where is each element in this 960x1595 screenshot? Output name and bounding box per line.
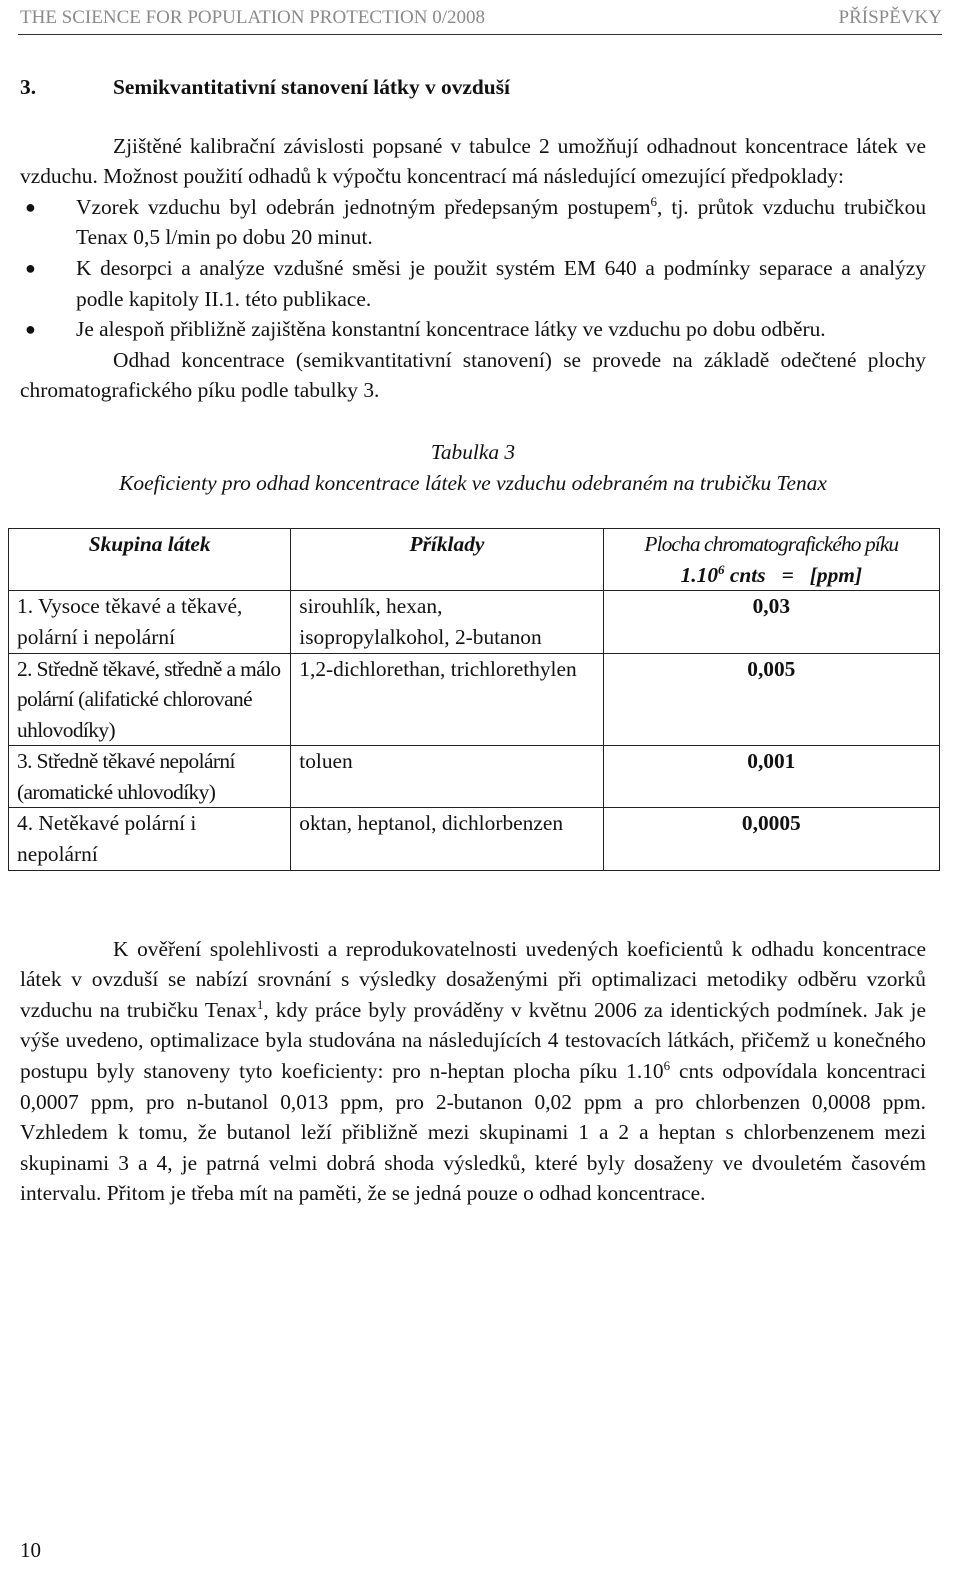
list-item-text: , tj. průtok vzduchu trubičkou Tenax 0,5 l/min po dobu 20 minut.	[76, 194, 927, 250]
cell-group: 1. Vysoce těkavé a těkavé, polární i nepolární	[9, 591, 291, 653]
bullet-icon: ●	[25, 257, 36, 278]
table-label: Tabulka 3	[430, 439, 516, 464]
header-area-unit: 1.10	[680, 562, 719, 587]
cell-group: 2. Středně těkavé, středně a málo polární (alifatické chlorované uhlovodíky)	[9, 653, 291, 746]
cell-value: 0,001	[603, 746, 939, 808]
section-label: PŘÍSPĚVKY	[838, 7, 942, 28]
paragraph-text: K ověření spolehlivosti a reprodukovatelnosti uvedených koeficientů k odhadu koncentrace látek v ovzduší se nabízí srovnání s výsledky dosaženými při optimalizaci metodiky odběru vzorků vzduchu na trubičku Tenax	[20, 936, 926, 1022]
journal-title: THE SCIENCE FOR POPULATION PROTECTION 0/2008	[20, 7, 485, 28]
header-group: Skupina látek	[9, 529, 291, 591]
cell-examples: toluen	[291, 746, 603, 808]
cell-value: 0,03	[603, 591, 939, 653]
list-item-text: Vzorek vzduchu byl odebrán jednotným předepsaným postupem	[76, 194, 651, 219]
validation-paragraph	[20, 934, 926, 1209]
header-area-line1: Plocha chromatografického píku	[644, 532, 899, 557]
list-item	[20, 253, 926, 314]
header-area-equals: cnts = [ppm]	[724, 562, 863, 587]
running-header	[18, 4, 942, 35]
table-row	[9, 591, 940, 653]
list-item	[20, 192, 926, 253]
paragraph-text: , kdy práce byly prováděny v květnu 2006 za identických podmínek. Jak je výše uvedeno, optimalizace byla studována na následujících 4 testovacích látkách, přičemž u konečného postupu byly stanoveny tyto koeficienty: pro n-heptan plocha píku 1.10	[20, 997, 926, 1084]
section-number: 3.	[20, 75, 37, 99]
table-row	[9, 808, 940, 870]
cell-examples: oktan, heptanol, dichlorbenzen	[291, 808, 603, 870]
table-title: Koeficienty pro odhad koncentrace látek ve vzduchu odebraném na trubičku Tenax	[119, 470, 827, 495]
cell-value: 0,005	[603, 653, 939, 746]
table-row	[9, 653, 940, 746]
page-number: 10	[20, 1538, 41, 1562]
header-examples: Příklady	[291, 529, 603, 591]
list-item-text: K desorpci a analýze vzdušné směsi je použit systém EM 640 a podmínky separace a analýzy podle kapitoly II.1. této publikace.	[76, 255, 926, 311]
intro-paragraph: Zjištěné kalibrační závislosti popsané v tabulce 2 umožňují odhadnout koncentrace látek ve vzduchu. Možnost použití odhadů k výpočtu koncentrací má následující omezující předpoklady:	[20, 133, 926, 189]
table-caption	[20, 437, 926, 498]
assumption-list	[20, 192, 926, 345]
cell-group: 3. Středně těkavé nepolární (aromatické uhlovodíky)	[9, 746, 291, 808]
header-area-exponent: 6	[718, 561, 725, 577]
header-area	[603, 529, 939, 591]
footnote-ref: 1	[256, 996, 264, 1012]
list-item	[20, 314, 926, 345]
exponent: 6	[663, 1058, 671, 1074]
method-paragraph: Odhad koncentrace (semikvantitativní stanovení) se provede na základě odečtené plochy chromatografického píku podle tabulky 3.	[20, 347, 926, 403]
table-header-row	[9, 529, 940, 591]
table-row	[9, 746, 940, 808]
cell-value: 0,0005	[603, 808, 939, 870]
page-content	[17, 72, 927, 1209]
coefficient-table	[8, 528, 940, 871]
header-area-line2	[612, 560, 931, 591]
section-title: Semikvantitativní stanovení látky v ovzduší	[113, 75, 510, 99]
cell-examples: sirouhlík, hexan, isopropylalkohol, 2-butanon	[291, 591, 603, 653]
footnote-ref: 6	[650, 193, 658, 209]
bullet-icon: ●	[25, 319, 36, 340]
cell-group: 4. Netěkavé polární i nepolární	[9, 808, 291, 870]
paragraph-text: cnts odpovídala koncentraci 0,0007 ppm, pro n-butanol 0,013 ppm, pro 2-butanon 0,02 ppm a pro chlorbenzen 0,0008 ppm. Vzhledem k tomu, že butanol leží přibližně mezi skupinami 1 a 2 a heptan s chlorbenzenem mezi skupinami 3 a 4, je patrná velmi dobrá shoda výsledků, které byly dosaženy ve dvouletém časovém intervalu. Přitom je třeba mít na paměti, že se jedná pouze o odhad koncentrace.	[20, 1059, 926, 1206]
list-item-text: Je alespoň přibližně zajištěna konstantní koncentrace látky ve vzduchu po dobu odběru.	[76, 317, 826, 342]
cell-examples: 1,2-dichlorethan, trichlorethylen	[291, 653, 603, 746]
bullet-icon: ●	[25, 196, 36, 217]
section-heading	[20, 72, 926, 103]
